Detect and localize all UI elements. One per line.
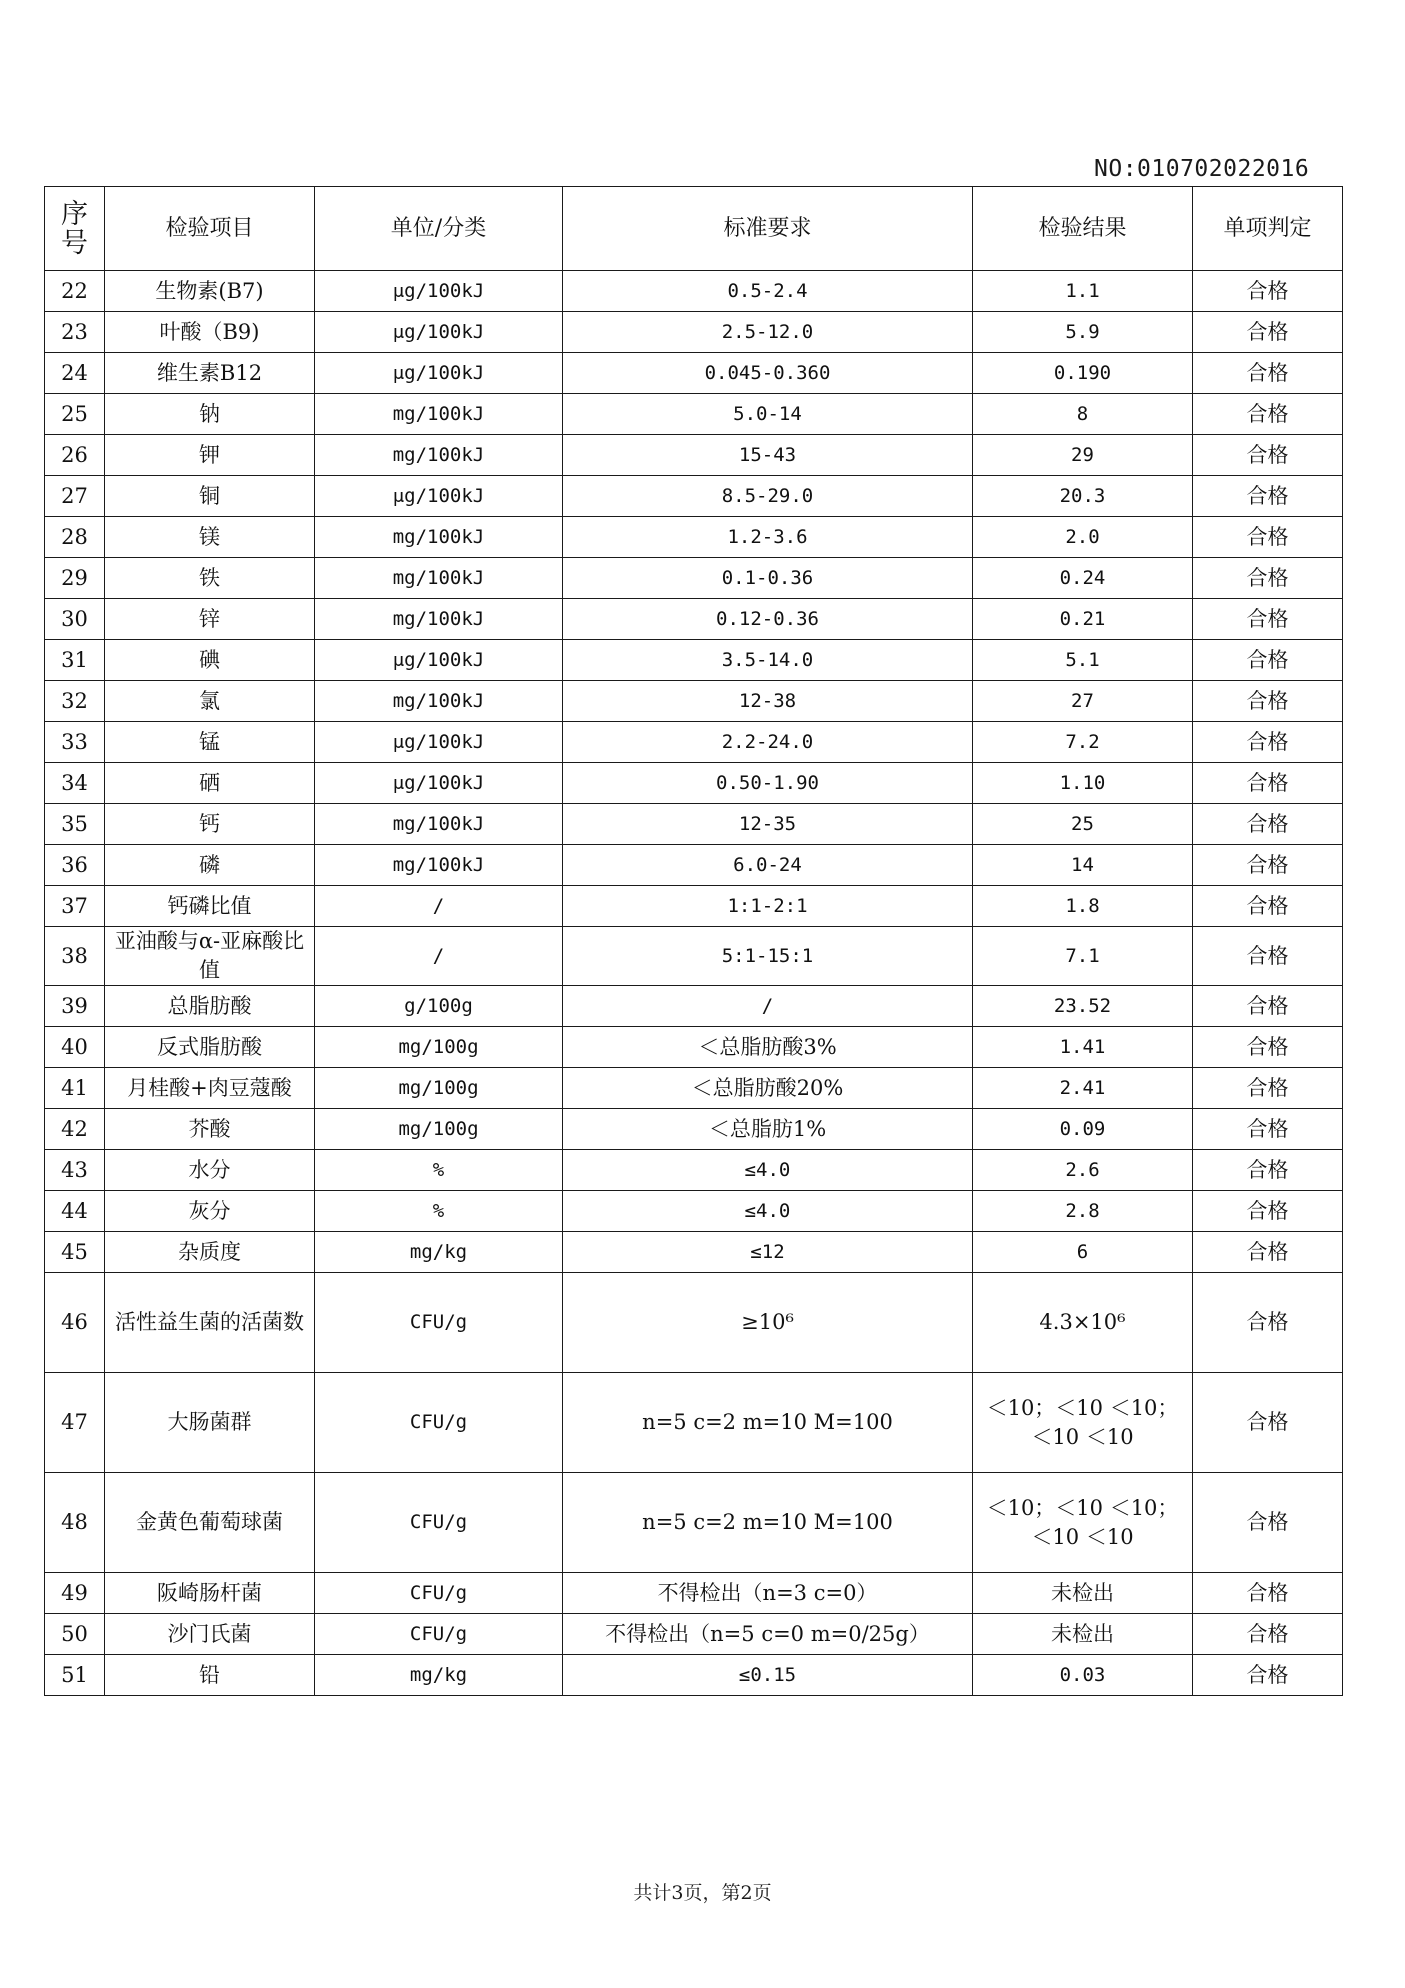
cell-standard: ≤4.0: [563, 1150, 973, 1191]
cell-standard: 5:1-15:1: [563, 927, 973, 986]
cell-seq: 47: [45, 1373, 105, 1473]
table-row: [45, 476, 1343, 517]
cell-result: 未检出: [973, 1573, 1193, 1614]
cell-result: 未检出: [973, 1614, 1193, 1655]
cell-item: 硒: [105, 763, 315, 804]
header-seq: 序号: [45, 187, 105, 271]
cell-verdict: 合格: [1193, 1232, 1343, 1273]
cell-result: 6: [973, 1232, 1193, 1273]
cell-seq: 28: [45, 517, 105, 558]
cell-standard: 0.5-2.4: [563, 271, 973, 312]
cell-verdict: 合格: [1193, 1614, 1343, 1655]
cell-unit: μg/100kJ: [315, 271, 563, 312]
cell-unit: μg/100kJ: [315, 763, 563, 804]
cell-item: 生物素(B7): [105, 271, 315, 312]
cell-verdict: 合格: [1193, 476, 1343, 517]
cell-unit: mg/100kJ: [315, 845, 563, 886]
cell-item: 反式脂肪酸: [105, 1027, 315, 1068]
cell-verdict: 合格: [1193, 1191, 1343, 1232]
cell-seq: 26: [45, 435, 105, 476]
cell-verdict: 合格: [1193, 1150, 1343, 1191]
cell-result: ＜10；＜10 ＜10；＜10 ＜10: [973, 1473, 1193, 1573]
cell-result: 2.41: [973, 1068, 1193, 1109]
cell-item: 钙: [105, 804, 315, 845]
table-row: [45, 927, 1343, 986]
cell-seq: 31: [45, 640, 105, 681]
table-row: [45, 1614, 1343, 1655]
cell-item: 杂质度: [105, 1232, 315, 1273]
cell-result: 0.24: [973, 558, 1193, 599]
report-number: NO:010702022016: [1094, 156, 1310, 182]
cell-item: 金黄色葡萄球菌: [105, 1473, 315, 1573]
cell-item: 阪崎肠杆菌: [105, 1573, 315, 1614]
cell-result: 4.3×10⁶: [973, 1273, 1193, 1373]
header-verdict: 单项判定: [1193, 187, 1343, 271]
cell-verdict: 合格: [1193, 558, 1343, 599]
cell-item: 维生素B12: [105, 353, 315, 394]
cell-result: 1.1: [973, 271, 1193, 312]
table-row: [45, 1655, 1343, 1696]
cell-unit: mg/100kJ: [315, 804, 563, 845]
cell-item: 钙磷比值: [105, 886, 315, 927]
table-row: [45, 886, 1343, 927]
cell-verdict: 合格: [1193, 1027, 1343, 1068]
cell-result: 2.6: [973, 1150, 1193, 1191]
cell-verdict: 合格: [1193, 1373, 1343, 1473]
cell-verdict: 合格: [1193, 517, 1343, 558]
table-row: [45, 804, 1343, 845]
cell-seq: 45: [45, 1232, 105, 1273]
table-row: [45, 1473, 1343, 1573]
cell-standard: 0.045-0.360: [563, 353, 973, 394]
cell-standard: 1:1-2:1: [563, 886, 973, 927]
cell-result: ＜10；＜10 ＜10；＜10 ＜10: [973, 1373, 1193, 1473]
cell-seq: 48: [45, 1473, 105, 1573]
cell-standard: ＜总脂肪1%: [563, 1109, 973, 1150]
cell-item: 锰: [105, 722, 315, 763]
cell-seq: 43: [45, 1150, 105, 1191]
cell-unit: CFU/g: [315, 1373, 563, 1473]
cell-unit: μg/100kJ: [315, 476, 563, 517]
cell-unit: mg/100kJ: [315, 599, 563, 640]
cell-standard: ≤0.15: [563, 1655, 973, 1696]
cell-standard: 2.5-12.0: [563, 312, 973, 353]
cell-unit: mg/100kJ: [315, 517, 563, 558]
cell-seq: 41: [45, 1068, 105, 1109]
cell-result: 20.3: [973, 476, 1193, 517]
cell-verdict: 合格: [1193, 271, 1343, 312]
table-row: [45, 1373, 1343, 1473]
cell-standard: /: [563, 986, 973, 1027]
cell-verdict: 合格: [1193, 1655, 1343, 1696]
cell-verdict: 合格: [1193, 599, 1343, 640]
cell-item: 铜: [105, 476, 315, 517]
cell-unit: %: [315, 1150, 563, 1191]
cell-verdict: 合格: [1193, 845, 1343, 886]
cell-unit: %: [315, 1191, 563, 1232]
cell-seq: 40: [45, 1027, 105, 1068]
cell-result: 29: [973, 435, 1193, 476]
cell-result: 0.21: [973, 599, 1193, 640]
cell-unit: mg/100g: [315, 1109, 563, 1150]
table-row: [45, 353, 1343, 394]
cell-verdict: 合格: [1193, 804, 1343, 845]
cell-seq: 37: [45, 886, 105, 927]
cell-verdict: 合格: [1193, 986, 1343, 1027]
cell-unit: mg/100kJ: [315, 394, 563, 435]
cell-item: 铁: [105, 558, 315, 599]
cell-unit: /: [315, 886, 563, 927]
cell-standard: ≤4.0: [563, 1191, 973, 1232]
cell-seq: 38: [45, 927, 105, 986]
cell-verdict: 合格: [1193, 353, 1343, 394]
table-row: [45, 986, 1343, 1027]
cell-item: 氯: [105, 681, 315, 722]
cell-unit: mg/100kJ: [315, 558, 563, 599]
cell-seq: 39: [45, 986, 105, 1027]
cell-standard: 不得检出（n=3 c=0）: [563, 1573, 973, 1614]
table-row: [45, 1068, 1343, 1109]
cell-item: 总脂肪酸: [105, 986, 315, 1027]
cell-unit: μg/100kJ: [315, 722, 563, 763]
cell-result: 5.1: [973, 640, 1193, 681]
table-row: [45, 394, 1343, 435]
cell-seq: 50: [45, 1614, 105, 1655]
header-item: 检验项目: [105, 187, 315, 271]
cell-standard: 15-43: [563, 435, 973, 476]
cell-verdict: 合格: [1193, 435, 1343, 476]
cell-unit: μg/100kJ: [315, 640, 563, 681]
cell-verdict: 合格: [1193, 886, 1343, 927]
cell-item: 锌: [105, 599, 315, 640]
cell-result: 14: [973, 845, 1193, 886]
cell-result: 5.9: [973, 312, 1193, 353]
cell-standard: 1.2-3.6: [563, 517, 973, 558]
cell-seq: 23: [45, 312, 105, 353]
cell-result: 8: [973, 394, 1193, 435]
cell-item: 钠: [105, 394, 315, 435]
cell-seq: 25: [45, 394, 105, 435]
cell-unit: mg/kg: [315, 1655, 563, 1696]
table-header-row: [45, 187, 1343, 271]
cell-unit: mg/kg: [315, 1232, 563, 1273]
table-row: [45, 1027, 1343, 1068]
table-row: [45, 640, 1343, 681]
cell-standard: 12-38: [563, 681, 973, 722]
cell-item: 活性益生菌的活菌数: [105, 1273, 315, 1373]
cell-unit: mg/100kJ: [315, 435, 563, 476]
table-row: [45, 845, 1343, 886]
cell-seq: 33: [45, 722, 105, 763]
cell-standard: ＜总脂肪酸20%: [563, 1068, 973, 1109]
cell-result: 0.03: [973, 1655, 1193, 1696]
cell-verdict: 合格: [1193, 722, 1343, 763]
page-footer: 共计3页，第2页: [633, 1882, 772, 1904]
table-row: [45, 1150, 1343, 1191]
cell-result: 1.41: [973, 1027, 1193, 1068]
table-row: [45, 271, 1343, 312]
cell-unit: g/100g: [315, 986, 563, 1027]
cell-verdict: 合格: [1193, 927, 1343, 986]
cell-item: 磷: [105, 845, 315, 886]
cell-standard: ≤12: [563, 1232, 973, 1273]
table-row: [45, 763, 1343, 804]
cell-unit: mg/100g: [315, 1068, 563, 1109]
cell-seq: 22: [45, 271, 105, 312]
table-row: [45, 517, 1343, 558]
cell-seq: 34: [45, 763, 105, 804]
table-row: [45, 1573, 1343, 1614]
cell-result: 7.1: [973, 927, 1193, 986]
cell-unit: mg/100g: [315, 1027, 563, 1068]
cell-item: 叶酸（B9): [105, 312, 315, 353]
table-row: [45, 1109, 1343, 1150]
cell-standard: 12-35: [563, 804, 973, 845]
table-row: [45, 722, 1343, 763]
cell-seq: 49: [45, 1573, 105, 1614]
cell-unit: CFU/g: [315, 1273, 563, 1373]
cell-seq: 46: [45, 1273, 105, 1373]
cell-verdict: 合格: [1193, 1068, 1343, 1109]
cell-item: 芥酸: [105, 1109, 315, 1150]
table-row: [45, 312, 1343, 353]
table-row: [45, 1232, 1343, 1273]
cell-standard: 0.1-0.36: [563, 558, 973, 599]
cell-unit: μg/100kJ: [315, 353, 563, 394]
header-unit: 单位/分类: [315, 187, 563, 271]
cell-standard: 8.5-29.0: [563, 476, 973, 517]
cell-standard: 不得检出（n=5 c=0 m=0/25g）: [563, 1614, 973, 1655]
cell-item: 镁: [105, 517, 315, 558]
cell-item: 碘: [105, 640, 315, 681]
cell-unit: μg/100kJ: [315, 312, 563, 353]
cell-seq: 44: [45, 1191, 105, 1232]
cell-result: 2.0: [973, 517, 1193, 558]
cell-verdict: 合格: [1193, 681, 1343, 722]
cell-standard: 0.12-0.36: [563, 599, 973, 640]
cell-item: 亚油酸与α-亚麻酸比值: [105, 927, 315, 986]
cell-verdict: 合格: [1193, 1573, 1343, 1614]
table-row: [45, 558, 1343, 599]
cell-standard: 5.0-14: [563, 394, 973, 435]
cell-item: 月桂酸+肉豆蔻酸: [105, 1068, 315, 1109]
cell-seq: 51: [45, 1655, 105, 1696]
table-row: [45, 681, 1343, 722]
cell-seq: 35: [45, 804, 105, 845]
cell-standard: ＜总脂肪酸3%: [563, 1027, 973, 1068]
cell-verdict: 合格: [1193, 1109, 1343, 1150]
cell-result: 23.52: [973, 986, 1193, 1027]
cell-standard: 6.0-24: [563, 845, 973, 886]
table-body: [45, 271, 1343, 1696]
cell-standard: 2.2-24.0: [563, 722, 973, 763]
cell-result: 0.190: [973, 353, 1193, 394]
cell-seq: 29: [45, 558, 105, 599]
cell-item: 钾: [105, 435, 315, 476]
cell-seq: 27: [45, 476, 105, 517]
cell-verdict: 合格: [1193, 640, 1343, 681]
table-row: [45, 435, 1343, 476]
cell-verdict: 合格: [1193, 312, 1343, 353]
cell-result: 2.8: [973, 1191, 1193, 1232]
cell-result: 1.8: [973, 886, 1193, 927]
cell-item: 灰分: [105, 1191, 315, 1232]
cell-standard: n=5 c=2 m=10 M=100: [563, 1373, 973, 1473]
table-row: [45, 1191, 1343, 1232]
cell-standard: 3.5-14.0: [563, 640, 973, 681]
table-row: [45, 599, 1343, 640]
cell-unit: CFU/g: [315, 1573, 563, 1614]
cell-verdict: 合格: [1193, 1273, 1343, 1373]
cell-standard: n=5 c=2 m=10 M=100: [563, 1473, 973, 1573]
header-standard: 标准要求: [563, 187, 973, 271]
cell-item: 沙门氏菌: [105, 1614, 315, 1655]
cell-verdict: 合格: [1193, 394, 1343, 435]
cell-unit: /: [315, 927, 563, 986]
cell-seq: 30: [45, 599, 105, 640]
cell-result: 7.2: [973, 722, 1193, 763]
cell-seq: 32: [45, 681, 105, 722]
cell-verdict: 合格: [1193, 1473, 1343, 1573]
cell-unit: CFU/g: [315, 1473, 563, 1573]
cell-result: 0.09: [973, 1109, 1193, 1150]
cell-seq: 42: [45, 1109, 105, 1150]
cell-result: 27: [973, 681, 1193, 722]
inspection-results-table: [44, 186, 1343, 1696]
table-row: [45, 1273, 1343, 1373]
cell-item: 水分: [105, 1150, 315, 1191]
cell-result: 25: [973, 804, 1193, 845]
cell-unit: mg/100kJ: [315, 681, 563, 722]
cell-unit: CFU/g: [315, 1614, 563, 1655]
cell-item: 铅: [105, 1655, 315, 1696]
cell-verdict: 合格: [1193, 763, 1343, 804]
cell-standard: 0.50-1.90: [563, 763, 973, 804]
cell-standard: ≥10⁶: [563, 1273, 973, 1373]
cell-result: 1.10: [973, 763, 1193, 804]
cell-item: 大肠菌群: [105, 1373, 315, 1473]
cell-seq: 36: [45, 845, 105, 886]
header-result: 检验结果: [973, 187, 1193, 271]
cell-seq: 24: [45, 353, 105, 394]
